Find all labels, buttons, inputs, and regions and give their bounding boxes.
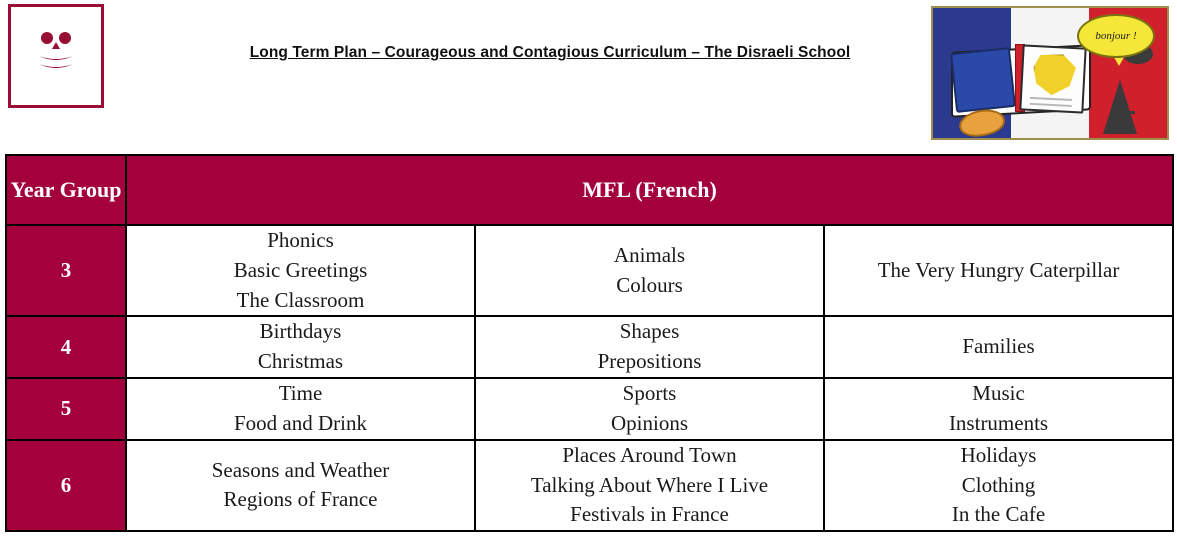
eiffel-tower-bar	[1111, 111, 1135, 114]
topic: Colours	[616, 272, 683, 297]
year-group-header-line2: Group	[59, 177, 122, 203]
topic: The Very Hungry Caterpillar	[877, 257, 1120, 282]
term-cell	[475, 378, 824, 440]
topic: Instruments	[948, 410, 1049, 435]
term-cell	[475, 316, 824, 378]
topic: Time	[278, 381, 323, 406]
topic: Festivals in France	[570, 502, 729, 527]
topic: Families	[962, 334, 1035, 359]
term-cell	[475, 225, 824, 316]
book-page	[1019, 44, 1086, 113]
document-header	[0, 0, 1177, 148]
speech-bubble	[1077, 14, 1155, 58]
term-cell	[126, 316, 475, 378]
table-row	[6, 378, 1173, 440]
table-row	[6, 316, 1173, 378]
year-group-header	[6, 155, 126, 225]
term-cell	[126, 225, 475, 316]
owl-icon	[11, 7, 101, 105]
term-cell	[126, 378, 475, 440]
speech-bubble-text: bonjour !	[1095, 30, 1137, 42]
term-cell	[824, 316, 1173, 378]
france-map-icon	[1032, 53, 1078, 97]
topic: Shapes	[619, 319, 680, 344]
topic: Seasons and Weather	[211, 457, 390, 482]
topic: Regions of France	[223, 487, 378, 512]
blue-book-icon	[950, 47, 1016, 113]
topic: Basic Greetings	[233, 257, 368, 282]
topic: Birthdays	[259, 319, 342, 344]
table-header-row	[6, 155, 1173, 225]
year-group-header-line1: Year	[10, 177, 55, 203]
year-cell: 6	[6, 440, 126, 531]
topic: Opinions	[610, 410, 688, 435]
topic: Clothing	[961, 472, 1036, 497]
topic: Phonics	[267, 228, 334, 252]
topic: Food and Drink	[234, 410, 367, 435]
page-title: Long Term Plan – Courageous and Contagious Curriculum – The Disraeli School	[249, 44, 851, 61]
curriculum-table	[5, 154, 1174, 532]
subject-header: MFL (French)	[126, 155, 1173, 225]
term-cell	[824, 225, 1173, 316]
topic: Places Around Town	[562, 442, 737, 467]
topic: In the Cafe	[951, 502, 1046, 527]
term-cell	[824, 440, 1173, 531]
page-line	[1030, 103, 1072, 107]
french-decoration-image	[931, 6, 1169, 140]
term-cell	[824, 378, 1173, 440]
table-row	[6, 225, 1173, 316]
topic: Talking About Where I Live	[530, 472, 769, 497]
eiffel-tower-icon	[1103, 80, 1137, 134]
topic: The Classroom	[236, 287, 365, 312]
year-cell: 4	[6, 316, 126, 378]
term-cell	[126, 440, 475, 531]
table-row	[6, 440, 1173, 531]
year-cell: 3	[6, 225, 126, 316]
topic: Christmas	[257, 349, 344, 374]
year-cell: 5	[6, 378, 126, 440]
topic: Music	[972, 381, 1025, 406]
school-logo	[8, 4, 104, 108]
topic: Prepositions	[597, 349, 702, 374]
topic: Holidays	[960, 442, 1037, 467]
page-line	[1030, 97, 1072, 101]
term-cell	[475, 440, 824, 531]
topic: Sports	[622, 381, 677, 406]
topic: Animals	[613, 242, 686, 267]
